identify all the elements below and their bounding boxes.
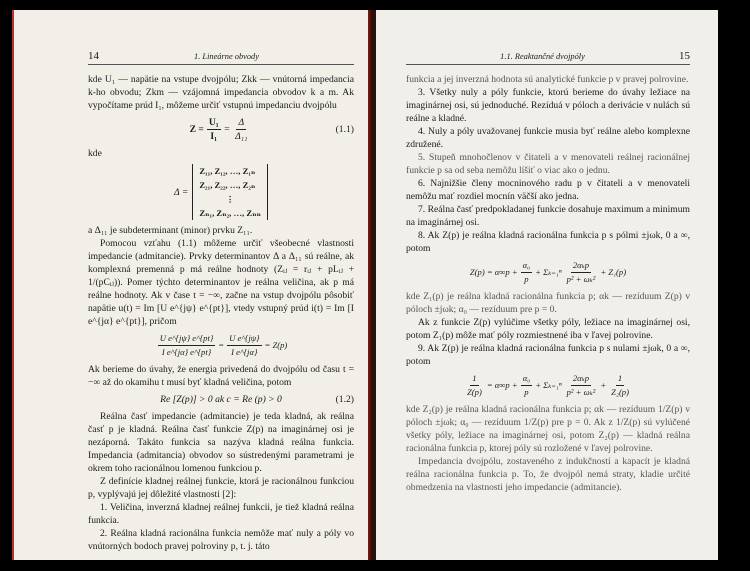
fraction xyxy=(521,259,533,286)
left-page xyxy=(12,10,375,560)
denominator: Z₂(p) xyxy=(611,387,629,397)
fraction xyxy=(465,372,484,399)
left-page-content xyxy=(88,50,354,553)
paragraph: Ak berieme do úvahy, že energia privedená do dvojpólu od času t = −∞ až do okamihu t musí byť kladná veličina, potom xyxy=(88,364,354,388)
plus-sign: + xyxy=(600,380,607,390)
page-number: 14 xyxy=(88,50,99,62)
running-head: 1. Lineárne obvody xyxy=(194,52,259,61)
equation-term: = α∞p + xyxy=(486,380,518,390)
equation-lhs: Z(p) = α∞p + xyxy=(469,267,518,277)
equation-ratio xyxy=(88,332,354,359)
equation-lhs: Z = xyxy=(189,124,204,135)
equation-rhs: = Z(p) xyxy=(264,340,288,350)
list-item: 1. Veličina, inverzná kladnej reálnej funkcii, je tiež kladná reálna funkcia. xyxy=(88,502,354,526)
numerator: Δ xyxy=(238,117,245,128)
numerator: 1 xyxy=(470,372,478,386)
fraction xyxy=(233,116,249,143)
running-head: 1.1. Reaktančné dvojpóly xyxy=(500,52,585,61)
paragraph: Reálna časť impedancie (admitancie) je teda kladná, ak reálna časť p je kladná. Reálna časť funkcie Z(p) na imaginárnej osi je nezáporná. Takáto funkcia sa nazýva kladná reálna funkcia. Impedancia (admitancia) obvodov so sústredenými parametrami je okrem toho racionálnou lomenou funkciou p. xyxy=(88,411,354,474)
list-item: 4. Nuly a póly uvažovanej funkcie musia byť reálne alebo komplexne združené. xyxy=(406,126,690,150)
equation-1-1 xyxy=(88,116,354,143)
matrix-row: Zₙ₁, Zₙ₂, …, Zₙₙ xyxy=(199,208,262,218)
numerator: U e^{jψ} e^{pt} xyxy=(158,332,216,346)
list-item: 6. Najnižšie členy mocninového radu p v čitateli a v menovateli nemôžu mať rozdiel mocnín väčší ako jedna. xyxy=(406,178,690,202)
list-item: 7. Reálna časť predpokladanej funkcie dosahuje maximum a minimum na imaginárnej osi. xyxy=(406,204,690,228)
equation-lhs: Δ = xyxy=(173,186,189,198)
denominator: Z(p) xyxy=(467,387,482,397)
fraction xyxy=(609,372,631,399)
numerator: U₁ xyxy=(208,117,219,128)
list-item: 3. Všetky nuly a póly funkcie, ktorú berieme do úvahy ležiace na imaginárnej osi, sú jednoduché. Rezíduá v póloch a derivácie v nulách sú reálne a kladné. xyxy=(406,87,690,124)
list-item: 9. Ak Z(p) je reálna kladná racionálna funkcia p s nulami ±jωk, 0 a ∞, potom xyxy=(406,343,690,367)
numerator: 2αₖp xyxy=(571,259,591,273)
matrix-row: Z₁₁, Z₁₂, …, Z₁ₙ xyxy=(199,166,256,176)
denominator: p² + ωₖ² xyxy=(566,387,596,397)
page-number: 15 xyxy=(679,50,690,62)
paragraph: funkcia a jej inverzná hodnota sú analytické funkcie p v pravej polrovine. xyxy=(406,74,689,85)
matrix-row: ⋮ xyxy=(225,194,235,204)
summation: + Σₖ₌₁ⁿ xyxy=(535,380,562,390)
right-page-header xyxy=(406,50,690,65)
right-page xyxy=(376,10,718,560)
denominator: I e^{jα} e^{pt} xyxy=(161,347,212,357)
equals-sign: = xyxy=(218,340,225,350)
equation-partial-fraction xyxy=(406,259,690,286)
list-item: 8. Ak Z(p) je reálna kladná racionálna funkcia p s pólmi ±jωk, 0 a ∞, potom xyxy=(406,230,690,254)
fraction xyxy=(565,259,598,286)
equation-number: (1.2) xyxy=(335,394,354,405)
paragraph: kde Z₁(p) je reálna kladná racionálna funkcia p; αk — rezíduum Z(p) v póloch ±jωk; α₀ — rezíduum pre p = 0. xyxy=(406,291,690,315)
equation-body: Re [Z(p)] > 0 ak c = Re (p) > 0 xyxy=(160,394,282,405)
numerator: α₀ xyxy=(521,259,533,273)
denominator: p xyxy=(524,274,529,284)
list-item: 2. Reálna kladná racionálna funkcia nemôže mať nuly a póly vo vnútorných bodoch pravej polroviny p, t. j. táto xyxy=(88,528,354,552)
denominator: I₁ xyxy=(210,131,218,142)
equation-1-2 xyxy=(88,393,354,406)
numerator: U e^{jψ} xyxy=(227,332,261,346)
fraction xyxy=(227,332,261,359)
list-item: 5. Stupeň mnohočlenov v čitateli a v menovateli reálnej racionálnej funkcie p sa od seba nemôžu líšiť o viac ako o jednu. xyxy=(406,152,690,176)
denominator: I e^{jα} xyxy=(231,347,258,357)
left-page-header xyxy=(88,50,354,65)
paragraph: kde Z₂(p) je reálna kladná racionálna funkcia p; αk — rezíduum 1/Z(p) v póloch ±jωk; α₀ — rezíduum 1/Z(p) pre p = 0. Ak z 1/Z(p) sú vylúčené všetky póly, ležiace na imaginárnej osi, potom Z₂(p) — kladná reálna racionálna funkcia p, ktorej póly sú rozložené v ľavej polrovine. xyxy=(406,404,690,454)
denominator: Δ₁₁ xyxy=(235,131,248,142)
paragraph: a Δ₁₁ je subdeterminant (minor) prvku Z₁₁. xyxy=(88,225,253,236)
fraction xyxy=(521,372,533,399)
paragraph: kde U₁ — napätie na vstupe dvojpólu; Zkk — vnútorná impedancia k-ho obvodu; Zkm — vzájomná impedancia obvodov k a m. Ak vypočítame prúd I₁, môžeme určiť vstupnú impedanciu dvojpólu xyxy=(88,74,354,111)
fraction xyxy=(207,116,221,143)
right-page-content xyxy=(406,50,690,494)
fraction xyxy=(158,332,216,359)
numerator: 2αₖp xyxy=(571,372,591,386)
matrix-row: Z₂₁, Z₂₂, …, Z₂ₙ xyxy=(199,180,256,190)
summation: + Σₖ₌₁ⁿ xyxy=(535,267,562,277)
fraction xyxy=(565,372,598,399)
denominator: p² + ωₖ² xyxy=(566,274,596,284)
paragraph: Impedancia dvojpólu, zostaveného z indukčností a kapacít je kladná reálna racionálna funkcia p. To, že dvojpól nemá straty, kladie určité obmedzenia na vlastnosti jeho impedancie (admitancie). xyxy=(406,456,690,493)
equals-sign: = xyxy=(223,124,231,135)
determinant-equation xyxy=(88,164,354,220)
numerator: 1 xyxy=(616,372,624,386)
numerator: α₀ xyxy=(521,372,533,386)
determinant-matrix xyxy=(192,164,268,220)
paragraph: Pomocou vzťahu (1.1) môžeme určiť všeobecné vlastnosti impedancie (admitancie). Prvky determinantov Δ a Δ₁₁ sú reálne, ak komplexná premenná p má reálne hodnoty (Zᵢⱼ = rᵢⱼ + pLᵢⱼ + 1/(pCᵢⱼ)). Pomer týchto determinantov je reálna veličina, ak p má reálne hodnoty. Ak v čase t = −∞, začne na vstup dvojpólu pôsobiť napätie u(t) = Im [U e^{jψ} e^{pt}], vtedy vstupný prúd i(t) = Im [I e^{jα} e^{pt}], pričom xyxy=(88,238,354,327)
paragraph: Z definície kladnej reálnej funkcie, ktorá je racionálnou funkciou p, vyplývajú jej dôležité vlastnosti [2]: xyxy=(88,476,354,500)
paragraph: Ak z funkcie Z(p) vylúčime všetky póly, ležiace na imaginárnej osi, potom Z₁(p) môže mať póly rozmiestnené iba v ľavej polrovine. xyxy=(406,317,690,341)
label-kde: kde xyxy=(88,148,102,159)
equation-partial-fraction-inverse xyxy=(406,372,690,399)
denominator: p xyxy=(524,387,529,397)
equation-number: (1.1) xyxy=(335,124,354,135)
equation-rhs: + Z₁(p) xyxy=(600,267,627,277)
